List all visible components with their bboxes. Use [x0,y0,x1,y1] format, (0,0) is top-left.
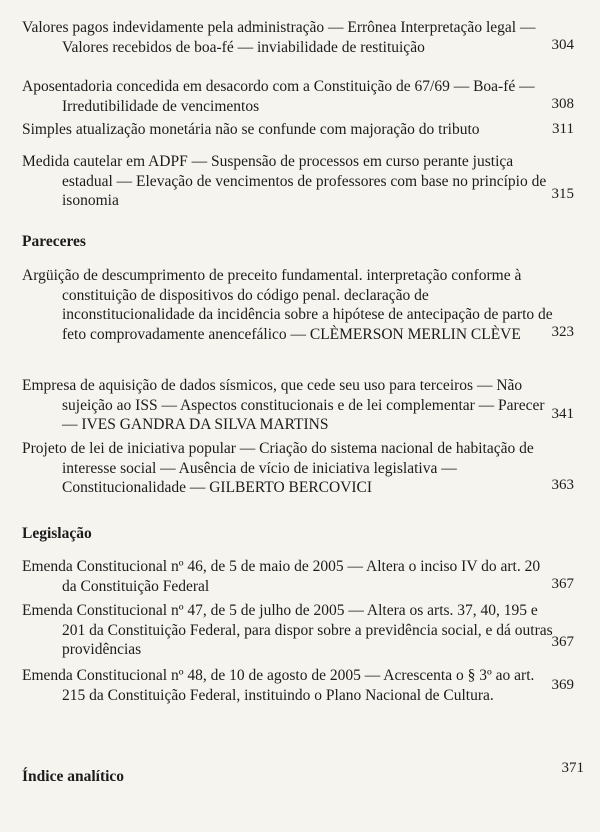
entry-page: 304 [551,36,574,53]
entry-title: Argüição de descumprimento de preceito fundamental. interpretação conforme à constituição de dispositivos do código penal. declaração de inconstitucionalidade da incidência sobre a hipótese de antecipação de parto de feto comprovadamente anencefálico — CLÈMERSON MERLIN CLÈVE [22,267,553,343]
toc-entry[interactable] [22,376,582,435]
entry-page: 311 [552,121,574,137]
entry-title: Aposentadoria concedida em desacordo com a Constituição de 67/69 — Boa-fé — Irredutibilidade de vencimentos [22,78,535,115]
toc-entry[interactable] [22,601,582,660]
entry-title: Emenda Constitucional nº 47, de 5 de julho de 2005 — Altera os arts. 37, 40, 195 e 201 da Constituição Federal, para dispor sobre a previdência social, e dá outras providências [22,602,553,658]
entry-title: Projeto de lei de iniciativa popular — Criação do sistema nacional de habitação de interesse social — Ausência de vício de iniciativa legislativa — Constitucionalidade — GILBERTO BERCOVICI [22,440,534,496]
entry-page: 369 [551,676,574,693]
toc-entry[interactable] [22,77,582,116]
entry-title: Medida cautelar em ADPF — Suspensão de processos em curso perante justiça estadual — Elevação de vencimentos de professores com base no princípio de isonomia [22,153,547,209]
entry-page: 315 [551,186,574,202]
entry-page: 363 [551,477,574,493]
entry-title: Valores pagos indevidamente pela administração — Errônea Interpretação legal — Valores recebidos de boa-fé — inviabilidade de restituição [22,19,536,56]
entry-page: 323 [551,323,574,340]
entry-page: 367 [551,575,574,592]
entry-title: Empresa de aquisição de dados sísmicos, que cede seu uso para terceiros — Não sujeição ao ISS — Aspectos constitucionais e de lei complementar — Parecer — IVES GANDRA DA SILVA MARTINS [22,377,545,433]
toc-entry[interactable] [22,152,582,211]
section-heading-legislacao: Legislação [22,525,92,542]
section-heading-indice[interactable]: Índice analítico [22,768,125,785]
toc-entry[interactable] [22,120,582,140]
entry-page: 367 [551,634,574,650]
entry-page: 308 [551,95,574,112]
toc-entry[interactable] [22,18,582,57]
entry-title: Emenda Constitucional nº 48, de 10 de agosto de 2005 — Acrescenta o § 3º ao art. 215 da Constituição Federal, instituindo o Plano Nacional de Cultura. [22,667,535,704]
entry-title: Emenda Constitucional nº 46, de 5 de maio de 2005 — Altera o inciso IV do art. 20 da Constituição Federal [22,558,541,595]
section-heading-pareceres: Pareceres [22,233,86,250]
toc-entry[interactable] [22,666,582,705]
toc-entry[interactable] [22,557,582,596]
toc-entry[interactable] [22,266,582,344]
toc-entry[interactable] [22,439,582,498]
entry-page: 341 [551,406,574,422]
entry-title: Simples atualização monetária não se confunde com majoração do tributo [22,121,480,138]
index-page-number: 371 [561,760,584,776]
